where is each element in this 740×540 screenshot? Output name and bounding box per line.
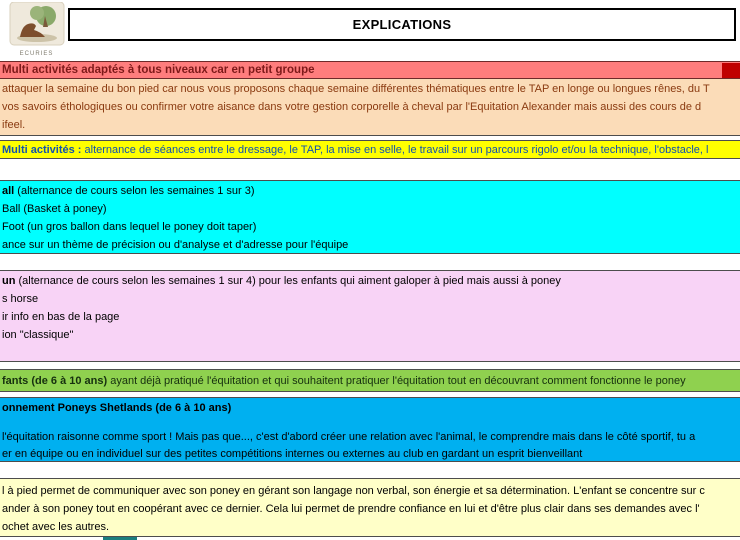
section-ball-games[interactable] xyxy=(0,180,740,254)
club-logo xyxy=(8,2,65,56)
fun-line-1-bold: un xyxy=(2,275,16,287)
shetland-line-1: l'équitation raisonne comme sport ! Mais pas que..., c'est d'abord créer une relation avec l'animal, le comprendre mais dans le côté sportif, tu a xyxy=(2,431,696,443)
groundwork-line-3: ochet avec les autres. xyxy=(2,521,110,533)
intro-line-2: vos savoirs éthologiques ou confirmer votre aisance dans votre gestion corporelle à cheval par l'Equitation Alexander mais aussi des cours de d xyxy=(2,101,702,113)
fun-line-1 xyxy=(2,272,740,290)
kids-line-text: ayant déjà pratiqué l'équitation et qui souhaitent pratiquer l'équitation tout en découvrant comment fonctionne le poney xyxy=(107,375,686,387)
title-cell[interactable] xyxy=(68,8,736,41)
ball-line-3: Foot (un gros ballon dans lequel le poney doit taper) xyxy=(2,221,257,233)
ball-line-4: ance sur un thème de précision ou d'analyse et d'adresse pour l'équipe xyxy=(2,239,349,251)
section-groundwork[interactable] xyxy=(0,478,740,537)
page-title: EXPLICATIONS xyxy=(352,17,452,32)
shetland-line-2: er en équipe ou en individuel sur des petites compétitions internes ou externes au club en gardant un esprit bienveillant xyxy=(2,448,583,460)
section-kids-banner[interactable] xyxy=(0,369,740,392)
section-fun-activities[interactable] xyxy=(0,270,740,362)
intro-line-1: attaquer la semaine du bon pied car nous vous proposons chaque semaine différentes thématiques entre le TAP en longe ou longues rênes, du T xyxy=(2,83,710,95)
fun-line-3: ir info en bas de la page xyxy=(2,311,120,323)
ball-line-1 xyxy=(2,182,740,200)
shetland-spacer xyxy=(2,417,740,429)
shetland-title: onnement Poneys Shetlands (de 6 à 10 ans) xyxy=(2,402,232,414)
kids-line-bold: fants (de 6 à 10 ans) xyxy=(2,375,108,387)
section-multi-activities-banner[interactable] xyxy=(0,61,740,79)
section-multi-activities-detail[interactable] xyxy=(0,140,740,159)
fun-line-2: s horse xyxy=(2,293,39,305)
banner-text: Multi activités adaptés à tous niveaux car en petit groupe xyxy=(2,64,315,76)
kids-line xyxy=(2,371,740,391)
multi-line xyxy=(2,142,740,158)
ball-line-1-text: (alternance de cours selon les semaines 1 sur 3) xyxy=(14,185,255,197)
fun-line-5: ion "classique" xyxy=(2,329,74,341)
red-end-cell xyxy=(722,63,740,78)
logo-image xyxy=(9,2,65,46)
intro-line-3: ifeel. xyxy=(2,119,26,131)
section-shetland[interactable] xyxy=(0,397,740,462)
multi-line-text: alternance de séances entre le dressage, le TAP, la mise en selle, le travail sur un parcours rigolo et/ou la technique, l'obstacle, l xyxy=(81,144,709,156)
groundwork-line-2: ander à son poney tout en coopérant avec ce dernier. Cela lui permet de prendre confiance en lui et d'être plus clair dans ses demandes avec l' xyxy=(2,503,700,515)
multi-line-bold: Multi activités : xyxy=(2,144,82,156)
ball-line-2: Ball (Basket à poney) xyxy=(2,203,107,215)
ball-line-1-bold: all xyxy=(2,185,15,197)
logo-caption: ECURIES xyxy=(19,51,54,57)
fun-line-1-text: (alternance de cours selon les semaines 1 sur 4) pour les enfants qui aiment galoper à pied mais aussi à poney xyxy=(15,275,561,287)
groundwork-line-1: l à pied permet de communiquer avec son poney en gérant son langage non verbal, son énergie et sa détermination. L'enfant se concentre sur c xyxy=(2,485,705,497)
section-intro-paragraph[interactable] xyxy=(0,79,740,136)
